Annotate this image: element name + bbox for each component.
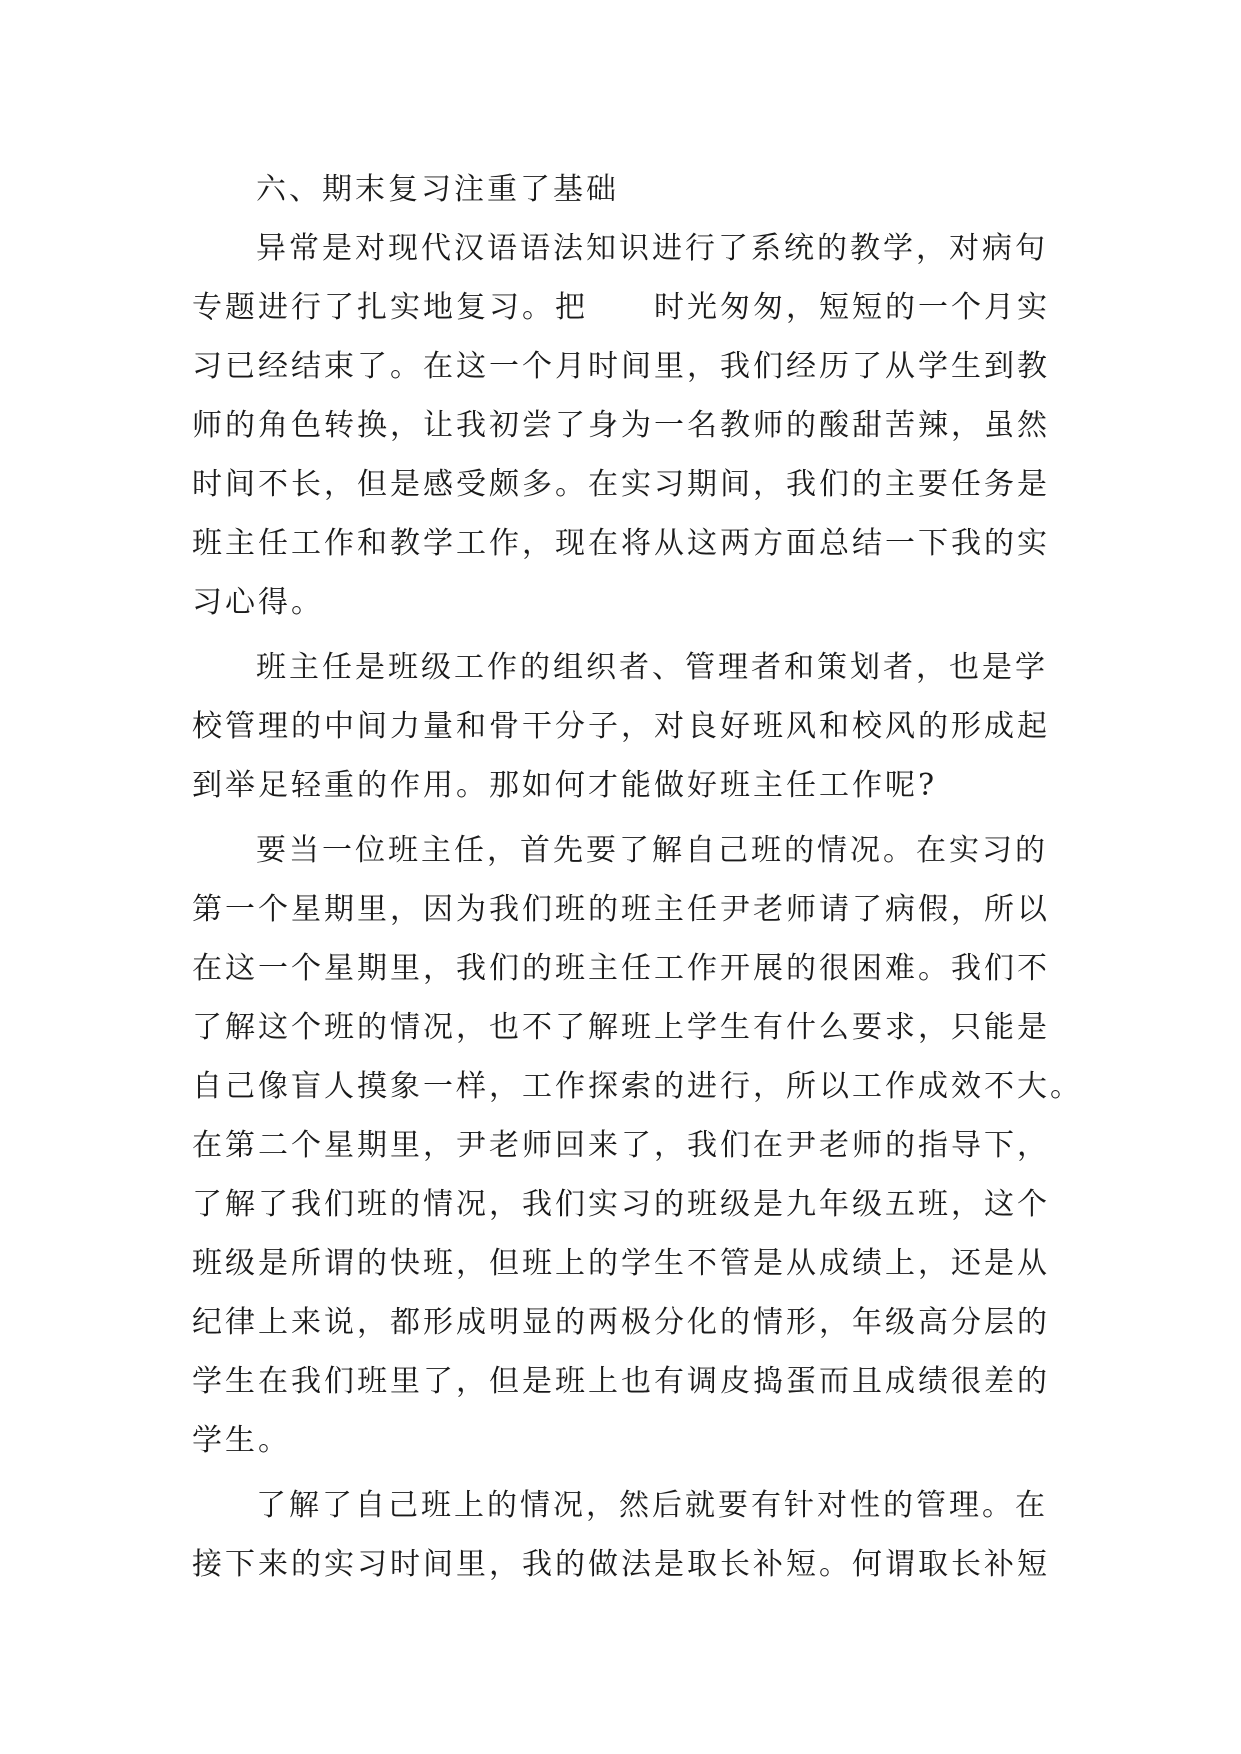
paragraph-line: 班主任工作和教学工作，现在将从这两方面总结一下我的实 <box>192 526 1050 561</box>
paragraph-line: 师的角色转换，让我初尝了身为一名教师的酸甜苦辣，虽然 <box>192 408 1050 443</box>
paragraph-line: 在这一个星期里，我们的班主任工作开展的很困难。我们不 <box>192 951 1050 986</box>
paragraph-line: 班主任是班级工作的组织者、管理者和策划者，也是学 <box>256 650 1048 685</box>
paragraph-line: 学生在我们班里了，但是班上也有调皮捣蛋而且成绩很差的 <box>192 1364 1050 1399</box>
paragraph-line: 习心得。 <box>192 585 324 620</box>
paragraph-class-situation <box>192 821 1083 1470</box>
paragraph-line: 异常是对现代汉语语法知识进行了系统的教学，对病句 <box>256 231 1048 266</box>
paragraph-heading-6 <box>192 160 1072 219</box>
paragraph-line: 专题进行了扎实地复习。把 时光匆匆，短短的一个月实 <box>192 290 1050 325</box>
paragraph-head-teacher-role <box>192 638 1072 815</box>
paragraph-line: 到举足轻重的作用。那如何才能做好班主任工作呢? <box>192 768 938 803</box>
paragraph-line: 纪律上来说，都形成明显的两极分化的情形，年级高分层的 <box>192 1305 1050 1340</box>
section-heading: 六、期末复习注重了基础 <box>256 172 619 207</box>
paragraph-line: 在第二个星期里，尹老师回来了，我们在尹老师的指导下， <box>192 1128 1050 1163</box>
paragraph-line: 学生。 <box>192 1423 291 1458</box>
paragraph-line: 第一个星期里，因为我们班的班主任尹老师请了病假，所以 <box>192 892 1050 927</box>
paragraph-targeted-management <box>192 1476 1072 1594</box>
paragraph-line: 了解了自己班上的情况，然后就要有针对性的管理。在 <box>256 1488 1048 1523</box>
paragraph-line: 自己像盲人摸象一样，工作探索的进行，所以工作成效不大。 <box>192 1069 1083 1104</box>
paragraph-line: 时间不长，但是感受颇多。在实习期间，我们的主要任务是 <box>192 467 1050 502</box>
paragraph-line: 校管理的中间力量和骨干分子，对良好班风和校风的形成起 <box>192 709 1050 744</box>
paragraph-line: 班级是所谓的快班，但班上的学生不管是从成绩上，还是从 <box>192 1246 1050 1281</box>
paragraph-line: 要当一位班主任，首先要了解自己班的情况。在实习的 <box>256 833 1048 868</box>
paragraph-line: 了解了我们班的情况，我们实习的班级是九年级五班，这个 <box>192 1187 1050 1222</box>
paragraph-line: 了解这个班的情况，也不了解班上学生有什么要求，只能是 <box>192 1010 1050 1045</box>
document-body <box>192 160 1083 1594</box>
paragraph-line: 习已经结束了。在这一个月时间里，我们经历了从学生到教 <box>192 349 1050 384</box>
paragraph-line: 接下来的实习时间里，我的做法是取长补短。何谓取长补短 <box>192 1547 1050 1582</box>
paragraph-review <box>192 219 1072 632</box>
